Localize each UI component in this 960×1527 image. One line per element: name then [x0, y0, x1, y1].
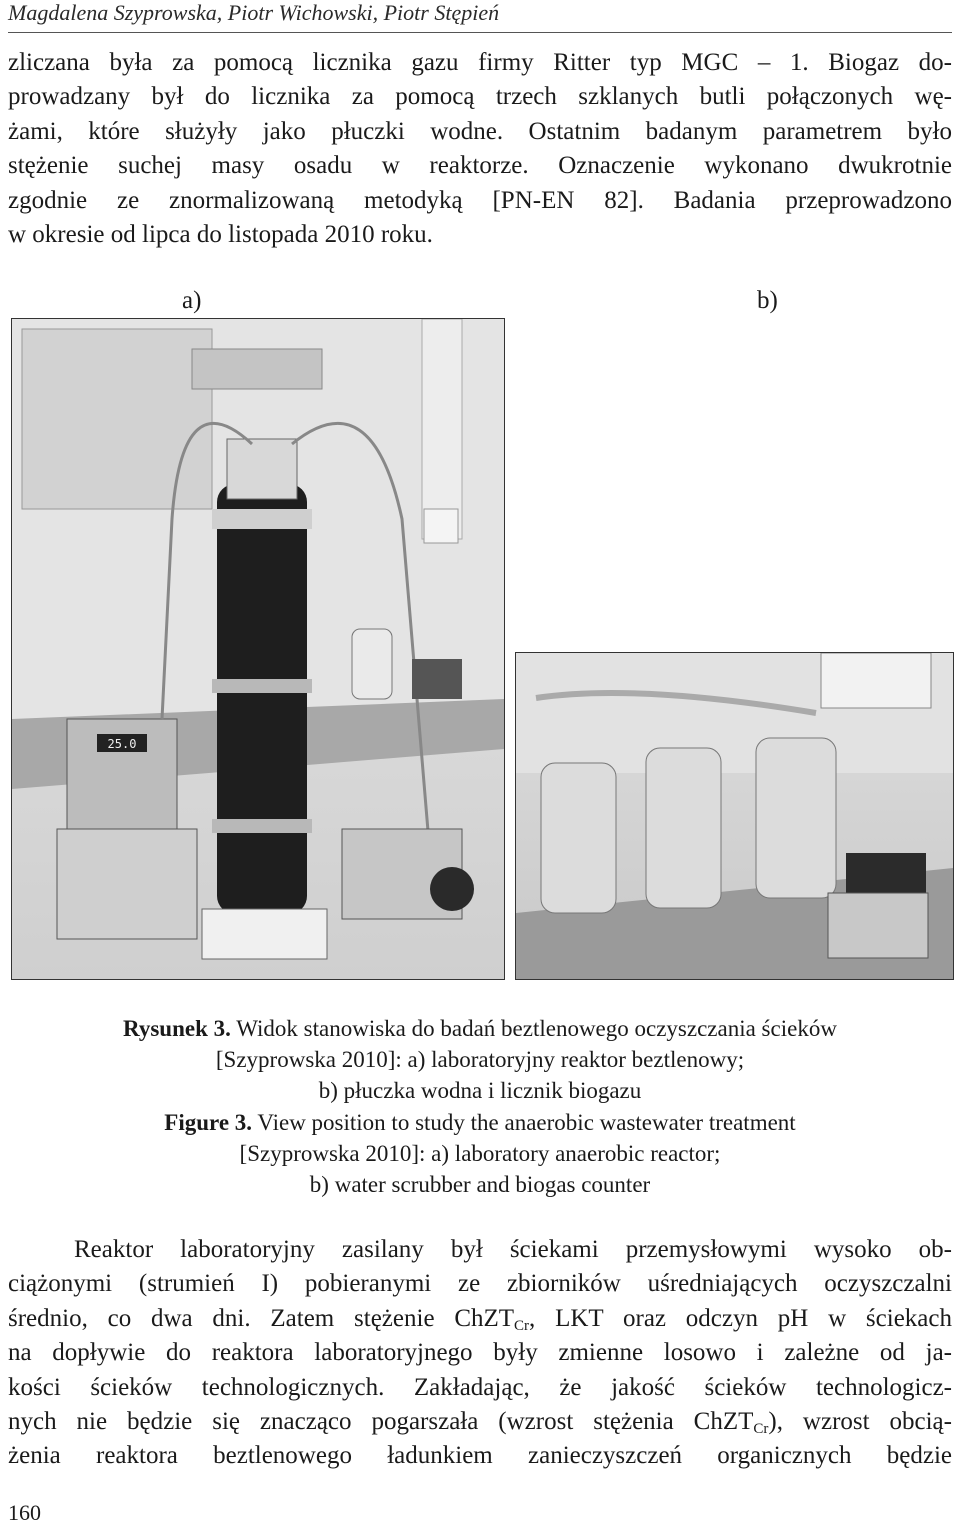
thermostat-display: 25.0: [107, 737, 137, 751]
photo-reactor: [11, 318, 505, 980]
line-text: średnio, co dwa dni. Zatem stężenie ChZT: [8, 1304, 515, 1332]
paragraph-line: kości ścieków technologicznych. Zakładając, że jakość ścieków technologicz-: [8, 1373, 952, 1401]
figure-label-b: b): [757, 287, 778, 314]
caption-text: [Szyprowska 2010]: a) laboratory anaerobic reactor;: [239, 1141, 721, 1166]
line-text: nych nie będzie się znacząco pogarszała (wzrost stężenia ChZT: [8, 1408, 754, 1436]
line-text: , LKT oraz odczyn pH w ściekach: [529, 1304, 952, 1332]
paragraph-1: [8, 46, 952, 252]
figure-caption-en: [0, 1107, 960, 1200]
paragraph-line: Reaktor laboratoryjny zasilany był ściekami przemysłowymi wysoko ob-: [74, 1236, 952, 1263]
caption-text: b) płuczka wodna i licznik biogazu: [318, 1078, 642, 1103]
subscript: Cr: [753, 1421, 769, 1438]
paragraph-line: [8, 1302, 952, 1336]
page-number: 160: [8, 1500, 41, 1525]
caption-text: Widok stanowiska do badań beztlenowego oczyszczania ścieków: [236, 1016, 837, 1041]
paragraph-2: [8, 1233, 952, 1474]
caption-text: View position to study the anaerobic wastewater treatment: [257, 1110, 796, 1135]
paragraph-line: na dopływie do reaktora laboratoryjnego były zmienne losowo i zależne od ja-: [8, 1339, 952, 1367]
reactor-illustration: [12, 319, 504, 979]
header-rule: [8, 32, 952, 33]
caption-text: [Szyprowska 2010]: a) laboratoryjny reaktor beztlenowy;: [215, 1047, 745, 1072]
paragraph-line: [8, 1405, 952, 1439]
paragraph-line: stężenie suchej masy osadu w reaktorze. Oznaczenie wykonano dwukrotnie: [8, 152, 952, 180]
paragraph-line: prowadzany był do licznika za pomocą trzech szklanych butli połączonych wę-: [8, 83, 952, 111]
paragraph-line: zliczana była za pomocą licznika gazu firmy Ritter typ MGC – 1. Biogaz do-: [8, 49, 952, 76]
paragraph-line: żami, które służyły jako płuczki wodne. Ostatnim badanym parametrem było: [8, 117, 952, 145]
figure-label-a: a): [182, 287, 202, 314]
paragraph-line: w okresie od lipca do listopada 2010 roku.: [8, 221, 433, 249]
paragraph-line: zgodnie ze znormalizowaną metodyką [PN-EN 82]. Badania przeprowadzono: [8, 186, 952, 214]
caption-lead: Figure 3.: [164, 1110, 253, 1135]
paragraph-line: żenia reaktora beztlenowego ładunkiem zanieczyszczeń organicznych będzie: [8, 1442, 952, 1470]
scrubber-illustration: [516, 653, 953, 979]
running-head: Magdalena Szyprowska, Piotr Wichowski, Piotr Stępień: [8, 0, 500, 25]
line-text: ), wzrost obcią-: [768, 1408, 952, 1436]
subscript: Cr: [514, 1317, 530, 1334]
paragraph-line: ciążonymi (strumień I) pobieranymi ze zbiorników uśredniających oczyszczalni: [8, 1270, 952, 1298]
caption-text: b) water scrubber and biogas counter: [309, 1172, 651, 1197]
figure-caption-pl: [0, 1013, 960, 1106]
caption-lead: Rysunek 3.: [123, 1016, 231, 1041]
photo-scrubber: [515, 652, 954, 980]
